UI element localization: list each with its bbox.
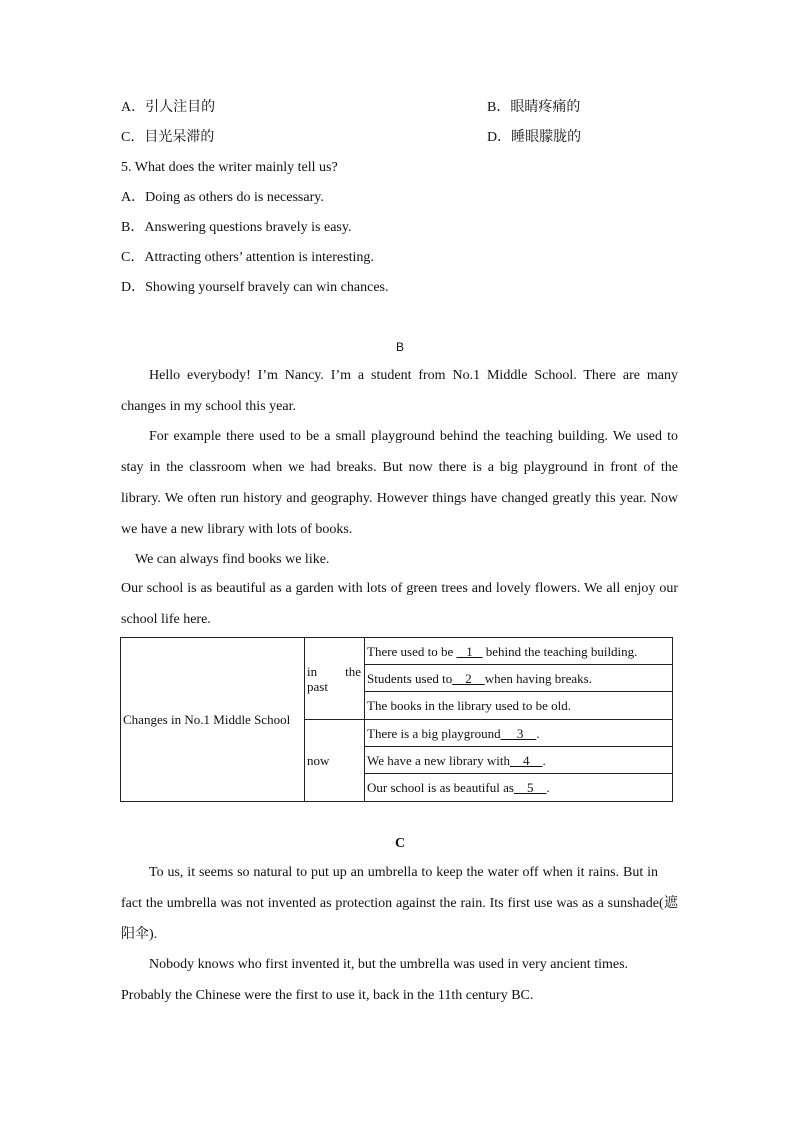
past-label-the: the xyxy=(345,663,361,679)
q5-option-c: C．Attracting others’ attention is interesting. xyxy=(121,250,374,265)
q5-option-d: D．Showing yourself bravely can win chances. xyxy=(121,280,389,295)
q4-option-c: C．目光呆滞的 xyxy=(121,130,215,145)
changes-table xyxy=(120,637,673,802)
section-c-heading: C xyxy=(394,836,406,851)
table-cell-r5: We have a new library with 4 . xyxy=(365,747,673,774)
section-b-p3: We can always find books we like. xyxy=(135,552,330,567)
table-cell-r3: The books in the library used to be old. xyxy=(365,692,673,720)
section-c-p1-line2: fact the umbrella was not invented as protection against the rain. Its first use was as a sunshade(遮 xyxy=(121,896,678,911)
table-cell-r6: Our school is as beautiful as 5 . xyxy=(365,774,673,802)
table-now-label: now xyxy=(305,720,365,802)
section-b-heading: B xyxy=(395,340,404,354)
blank-5: 5 xyxy=(513,780,547,795)
section-c-p2-line2: Probably the Chinese were the first to use it, back in the 11th century BC. xyxy=(121,988,534,1003)
section-b-p4-line2: school life here. xyxy=(121,612,211,627)
q4-option-b: B．眼睛疼痛的 xyxy=(487,100,581,115)
section-c-p1-line1: To us, it seems so natural to put up an umbrella to keep the water off when it rains. But in xyxy=(149,865,658,880)
blank-3: 3 xyxy=(500,725,537,741)
past-label-in: in xyxy=(307,663,318,679)
q5-question: 5. What does the writer mainly tell us? xyxy=(121,160,338,175)
q4-option-d: D．睡眼朦胧的 xyxy=(487,130,582,145)
section-b-p2-line1: For example there used to be a small playground behind the teaching building. We used to xyxy=(149,429,678,444)
section-b-p2-line2: stay in the classroom when we had breaks. But now there is a big playground in front of the xyxy=(121,460,678,475)
past-label-past: past xyxy=(307,678,328,694)
blank-4: 4 xyxy=(509,752,543,768)
section-c-p2-line1: Nobody knows who first invented it, but the umbrella was used in very ancient times. xyxy=(149,957,629,972)
table-cell-r2: Students used to 2 when having breaks. xyxy=(365,665,673,692)
blank-1: 1 xyxy=(456,643,483,659)
section-c-p1-line3: 阳伞). xyxy=(121,927,158,942)
blank-2: 2 xyxy=(452,670,485,686)
section-b-p2-line3: library. We often run history and geography. However things have changed greatly this year. Now xyxy=(121,491,678,506)
q5-option-a: A．Doing as others do is necessary. xyxy=(121,190,324,205)
section-b-p1-line2: changes in my school this year. xyxy=(121,399,296,414)
table-cell-r1: There used to be 1 behind the teaching building. xyxy=(365,638,673,665)
q5-option-b: B．Answering questions bravely is easy. xyxy=(121,220,352,235)
table-cell-r4: There is a big playground 3 . xyxy=(365,720,673,747)
table-past-label xyxy=(305,638,365,720)
q4-option-a: A．引人注目的 xyxy=(121,100,216,115)
section-b-p2-line4: we have a new library with lots of books. xyxy=(121,522,353,537)
section-b-p1-line1: Hello everybody! I’m Nancy. I’m a student from No.1 Middle School. There are many xyxy=(149,368,678,383)
section-b-p4-line1: Our school is as beautiful as a garden with lots of green trees and lovely flowers. We all enjoy our xyxy=(121,581,678,596)
table-row-header: Changes in No.1 Middle School xyxy=(121,638,305,802)
